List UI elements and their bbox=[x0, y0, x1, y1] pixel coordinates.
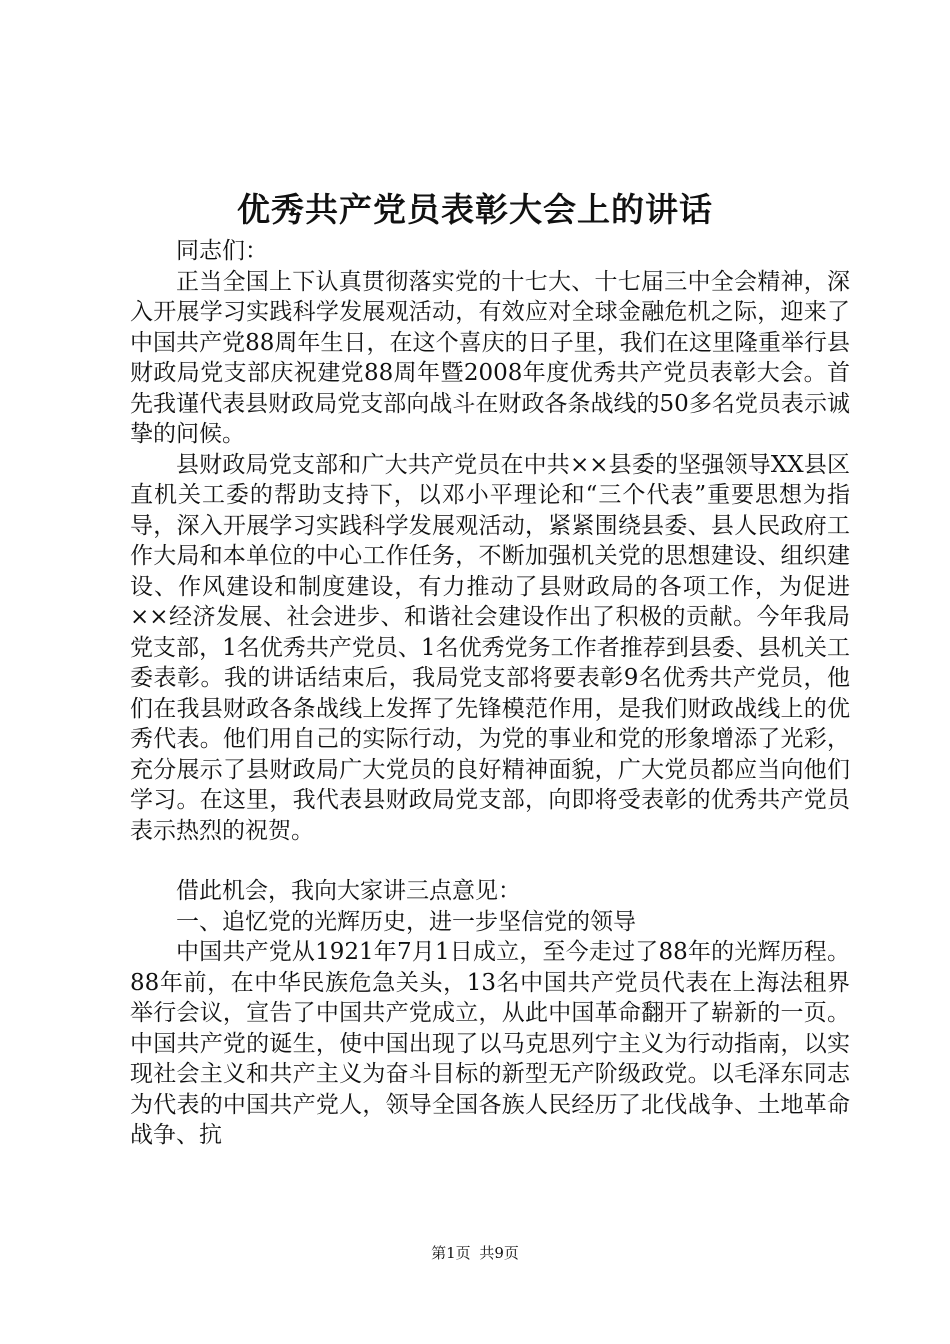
document-title: 优秀共产党员表彰大会上的讲话 bbox=[237, 190, 713, 229]
body-paragraph: 中国共产党从1921年7月1日成立，至今走过了88年的光辉历程。88年前，在中华民族危急关头，13名中国共产党员代表在上海法租界举行会议，宣告了中国共产党成立，从此中国革命翻开了崭新的一页。中国共产党的诞生，使中国出现了以马克思列宁主义为行动指南，以实现社会主义和共产主义为奋斗目标的新型无产阶级政党。以毛泽东同志为代表的中国共产党人，领导全国各族人民经历了北伐战争、土地革命战争、抗 bbox=[130, 939, 850, 1148]
body-paragraph: 借此机会，我向大家讲三点意见： bbox=[176, 878, 521, 904]
salutation-paragraph: 同志们： bbox=[176, 238, 268, 264]
section-heading: 一、追忆党的光辉历史，进一步坚信党的领导 bbox=[176, 908, 636, 935]
document-body bbox=[130, 236, 850, 1151]
page-number-current: 第1页 bbox=[431, 1244, 471, 1262]
body-paragraph: 县财政局党支部和广大共产党员在中共××县委的坚强领导XX县区直机关工委的帮助支持下，以邓小平理论和“三个代表”重要思想为指导，深入开展学习实践科学发展观活动，紧紧围绕县委、县人民政府工作大局和本单位的中心工作任务，不断加强机关党的思想建设、组织建设、作风建设和制度建设，有力推动了县财政局的各项工作，为促进××经济发展、社会进步、和谐社会建设作出了积极的贡献。今年我局党支部，1名优秀共产党员、1名优秀党务工作者推荐到县委、县机关工委表彰。我的讲话结束后，我局党支部将要表彰9名优秀共产党员，他们在我县财政各条战线上发挥了先锋模范作用，是我们财政战线上的优秀代表。他们用自己的实际行动，为党的事业和党的形象增添了光彩，充分展示了县财政局广大党员的良好精神面貌，广大党员都应当向他们学习。在这里，我代表县财政局党支部，向即将受表彰的优秀共产党员表示热烈的祝贺。 bbox=[130, 451, 850, 844]
page-number-total: 共9页 bbox=[479, 1244, 519, 1262]
page-footer bbox=[0, 1243, 950, 1263]
paragraph-spacer bbox=[130, 846, 850, 876]
body-paragraph: 正当全国上下认真贯彻落实党的十七大、十七届三中全会精神，深入开展学习实践科学发展观活动，有效应对全球金融危机之际，迎来了中国共产党88周年生日，在这个喜庆的日子里，我们在这里隆重举行县财政局党支部庆祝建党88周年暨2008年度优秀共产党员表彰大会。首先我谨代表县财政局党支部向战斗在财政各条战线的50多名党员表示诚挚的问候。 bbox=[130, 268, 850, 447]
